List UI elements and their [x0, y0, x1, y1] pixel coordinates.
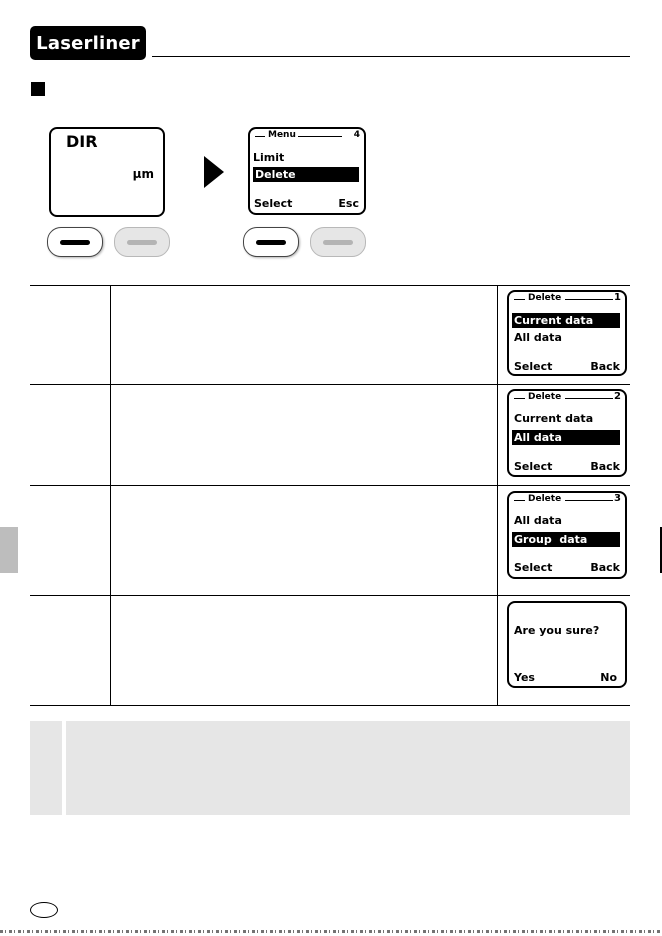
lcd-step-4 — [507, 601, 627, 688]
lcd-dir-label: DIR — [66, 132, 98, 151]
lcd-step-3 — [507, 491, 627, 579]
menu-item-delete[interactable]: Delete — [253, 167, 359, 182]
step2-softkey-right: Back — [590, 460, 620, 473]
bottom-edge-noise — [0, 930, 662, 933]
step1-item-all-data[interactable]: All data — [514, 331, 562, 344]
lcd-screen-menu — [248, 127, 366, 215]
table-rule-3 — [30, 595, 630, 596]
note-separator — [62, 721, 66, 815]
table-rule-bottom — [30, 705, 630, 706]
step2-softkey-left: Select — [514, 460, 553, 473]
step1-index: 1 — [614, 292, 621, 303]
lcd-step-1 — [507, 290, 627, 376]
lcd-screen-dir — [49, 127, 165, 217]
step1-title: Delete — [528, 293, 562, 303]
menu-index: 4 — [353, 130, 360, 140]
step1-softkey-left: Select — [514, 360, 553, 373]
menu-softkey-right: Esc — [338, 197, 359, 210]
language-badge — [30, 902, 58, 918]
table-rule-top — [30, 285, 630, 286]
step3-softkey-left: Select — [514, 561, 553, 574]
note-box — [30, 721, 630, 815]
step1-item-current-data[interactable]: Current data — [512, 313, 620, 328]
next-arrow-icon — [204, 156, 224, 188]
softkey-left-button-2[interactable] — [243, 227, 299, 257]
menu-item-limit[interactable]: Limit — [253, 151, 285, 164]
table-col-divider-2 — [497, 285, 498, 705]
lcd-step-2 — [507, 389, 627, 477]
step2-item-all-data[interactable]: All data — [512, 430, 620, 445]
step4-softkey-no: No — [600, 671, 617, 684]
softkey-right-button-2[interactable] — [310, 227, 366, 257]
menu-softkey-left: Select — [254, 197, 293, 210]
step3-softkey-right: Back — [590, 561, 620, 574]
softkey-left-button[interactable] — [47, 227, 103, 257]
step3-item-group-data[interactable]: Group data — [512, 532, 620, 547]
softkey-right-button[interactable] — [114, 227, 170, 257]
section-marker — [31, 82, 45, 96]
brand-logo: Laserliner — [30, 26, 146, 60]
language-side-tab — [0, 527, 18, 573]
step2-index: 2 — [614, 391, 621, 402]
table-rule-1 — [30, 384, 630, 385]
step4-question: Are you sure? — [514, 624, 600, 637]
step1-softkey-right: Back — [590, 360, 620, 373]
lcd-unit-label: µm — [132, 167, 154, 181]
step2-item-current-data[interactable]: Current data — [514, 412, 594, 425]
step3-title: Delete — [528, 494, 562, 504]
header-rule — [152, 56, 630, 57]
table-rule-2 — [30, 485, 630, 486]
step3-item-all-data[interactable]: All data — [514, 514, 562, 527]
step4-softkey-yes: Yes — [514, 671, 535, 684]
step2-title: Delete — [528, 392, 562, 402]
menu-title: Menu — [268, 130, 296, 140]
table-col-divider-1 — [110, 285, 111, 705]
step3-index: 3 — [614, 493, 621, 504]
